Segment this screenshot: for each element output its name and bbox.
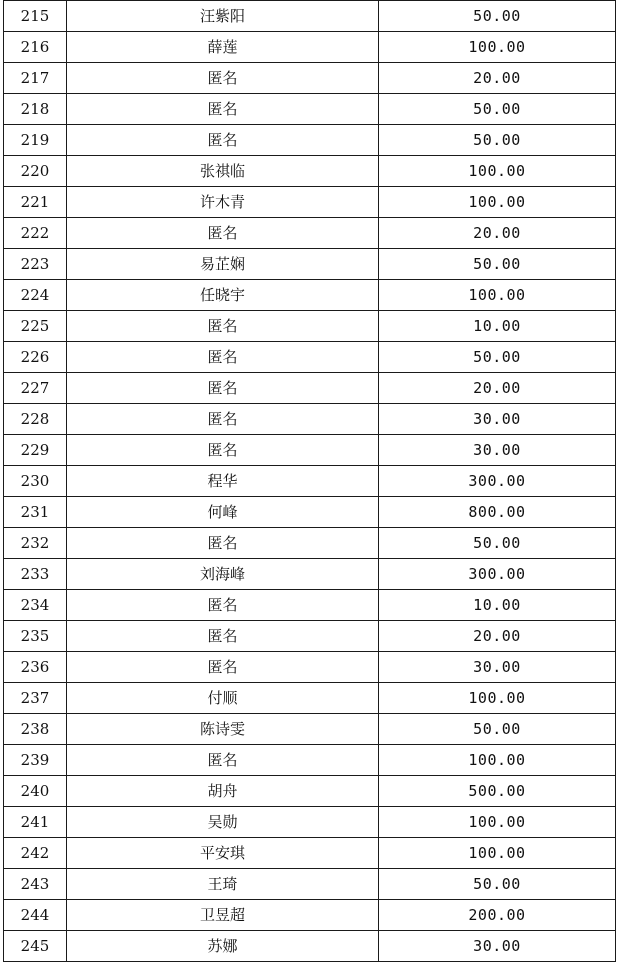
donation-amount: 500.00: [379, 776, 616, 807]
table-row: [4, 1, 616, 32]
donation-amount: 50.00: [379, 1, 616, 32]
donor-name: 卫昱超: [67, 900, 379, 931]
row-number: 234: [4, 590, 67, 621]
donor-name: 平安琪: [67, 838, 379, 869]
donation-amount: 20.00: [379, 63, 616, 94]
row-number: 229: [4, 435, 67, 466]
donor-name: 任晓宇: [67, 280, 379, 311]
donation-amount: 50.00: [379, 249, 616, 280]
donation-amount: 30.00: [379, 435, 616, 466]
row-number: 243: [4, 869, 67, 900]
donor-name: 匿名: [67, 373, 379, 404]
donor-name: 匿名: [67, 63, 379, 94]
table-row: [4, 466, 616, 497]
row-number: 224: [4, 280, 67, 311]
row-number: 238: [4, 714, 67, 745]
donor-name: 程华: [67, 466, 379, 497]
donor-name: 匿名: [67, 590, 379, 621]
row-number: 220: [4, 156, 67, 187]
donor-name: 匿名: [67, 621, 379, 652]
donor-name: 付顺: [67, 683, 379, 714]
table-row: [4, 187, 616, 218]
donation-amount: 20.00: [379, 218, 616, 249]
donor-name: 匿名: [67, 125, 379, 156]
donor-name: 匿名: [67, 342, 379, 373]
donor-name: 匿名: [67, 218, 379, 249]
row-number: 228: [4, 404, 67, 435]
table-row: [4, 931, 616, 962]
donation-amount: 30.00: [379, 652, 616, 683]
donation-amount: 50.00: [379, 869, 616, 900]
row-number: 233: [4, 559, 67, 590]
donation-table: [3, 0, 616, 962]
donation-amount: 50.00: [379, 94, 616, 125]
table-row: [4, 590, 616, 621]
donor-name: 匿名: [67, 404, 379, 435]
donation-amount: 30.00: [379, 404, 616, 435]
row-number: 241: [4, 807, 67, 838]
table-row: [4, 311, 616, 342]
row-number: 221: [4, 187, 67, 218]
table-row: [4, 714, 616, 745]
row-number: 235: [4, 621, 67, 652]
table-row: [4, 342, 616, 373]
donor-name: 匿名: [67, 745, 379, 776]
donor-name: 匿名: [67, 528, 379, 559]
row-number: 232: [4, 528, 67, 559]
table-row: [4, 776, 616, 807]
donation-amount: 300.00: [379, 466, 616, 497]
table-row: [4, 280, 616, 311]
donation-amount: 20.00: [379, 621, 616, 652]
donor-name: 匿名: [67, 652, 379, 683]
table-row: [4, 807, 616, 838]
table-row: [4, 404, 616, 435]
donation-amount: 300.00: [379, 559, 616, 590]
table-row: [4, 63, 616, 94]
row-number: 217: [4, 63, 67, 94]
donation-amount: 100.00: [379, 683, 616, 714]
row-number: 236: [4, 652, 67, 683]
table-row: [4, 156, 616, 187]
donor-name: 薛莲: [67, 32, 379, 63]
donation-amount: 100.00: [379, 156, 616, 187]
row-number: 216: [4, 32, 67, 63]
donation-amount: 50.00: [379, 342, 616, 373]
table-row: [4, 218, 616, 249]
donor-name: 匿名: [67, 311, 379, 342]
donation-amount: 100.00: [379, 280, 616, 311]
donation-amount: 100.00: [379, 807, 616, 838]
donation-amount: 100.00: [379, 187, 616, 218]
table-row: [4, 249, 616, 280]
row-number: 244: [4, 900, 67, 931]
table-row: [4, 683, 616, 714]
donation-list-page: [3, 0, 615, 962]
table-row: [4, 838, 616, 869]
table-row: [4, 652, 616, 683]
row-number: 240: [4, 776, 67, 807]
row-number: 245: [4, 931, 67, 962]
row-number: 223: [4, 249, 67, 280]
donation-amount: 100.00: [379, 745, 616, 776]
donation-amount: 200.00: [379, 900, 616, 931]
row-number: 237: [4, 683, 67, 714]
row-number: 226: [4, 342, 67, 373]
row-number: 239: [4, 745, 67, 776]
donation-table-body: [4, 1, 616, 962]
table-row: [4, 125, 616, 156]
row-number: 215: [4, 1, 67, 32]
donor-name: 苏娜: [67, 931, 379, 962]
donation-amount: 30.00: [379, 931, 616, 962]
donation-amount: 800.00: [379, 497, 616, 528]
donation-amount: 50.00: [379, 528, 616, 559]
donor-name: 陈诗雯: [67, 714, 379, 745]
table-row: [4, 497, 616, 528]
donor-name: 何峰: [67, 497, 379, 528]
table-row: [4, 745, 616, 776]
donation-amount: 50.00: [379, 714, 616, 745]
donation-amount: 10.00: [379, 311, 616, 342]
donation-amount: 100.00: [379, 838, 616, 869]
table-row: [4, 528, 616, 559]
donor-name: 汪紫阳: [67, 1, 379, 32]
table-row: [4, 559, 616, 590]
donor-name: 刘海峰: [67, 559, 379, 590]
table-row: [4, 373, 616, 404]
table-row: [4, 621, 616, 652]
row-number: 218: [4, 94, 67, 125]
table-row: [4, 32, 616, 63]
table-row: [4, 94, 616, 125]
table-row: [4, 869, 616, 900]
donor-name: 许木青: [67, 187, 379, 218]
row-number: 231: [4, 497, 67, 528]
row-number: 222: [4, 218, 67, 249]
table-row: [4, 435, 616, 466]
donor-name: 王琦: [67, 869, 379, 900]
donor-name: 胡舟: [67, 776, 379, 807]
table-row: [4, 900, 616, 931]
donation-amount: 10.00: [379, 590, 616, 621]
row-number: 219: [4, 125, 67, 156]
donor-name: 匿名: [67, 94, 379, 125]
donation-amount: 50.00: [379, 125, 616, 156]
donor-name: 易芷娴: [67, 249, 379, 280]
donor-name: 张祺临: [67, 156, 379, 187]
donor-name: 匿名: [67, 435, 379, 466]
donor-name: 吴勋: [67, 807, 379, 838]
row-number: 227: [4, 373, 67, 404]
row-number: 230: [4, 466, 67, 497]
row-number: 242: [4, 838, 67, 869]
donation-amount: 20.00: [379, 373, 616, 404]
row-number: 225: [4, 311, 67, 342]
donation-amount: 100.00: [379, 32, 616, 63]
